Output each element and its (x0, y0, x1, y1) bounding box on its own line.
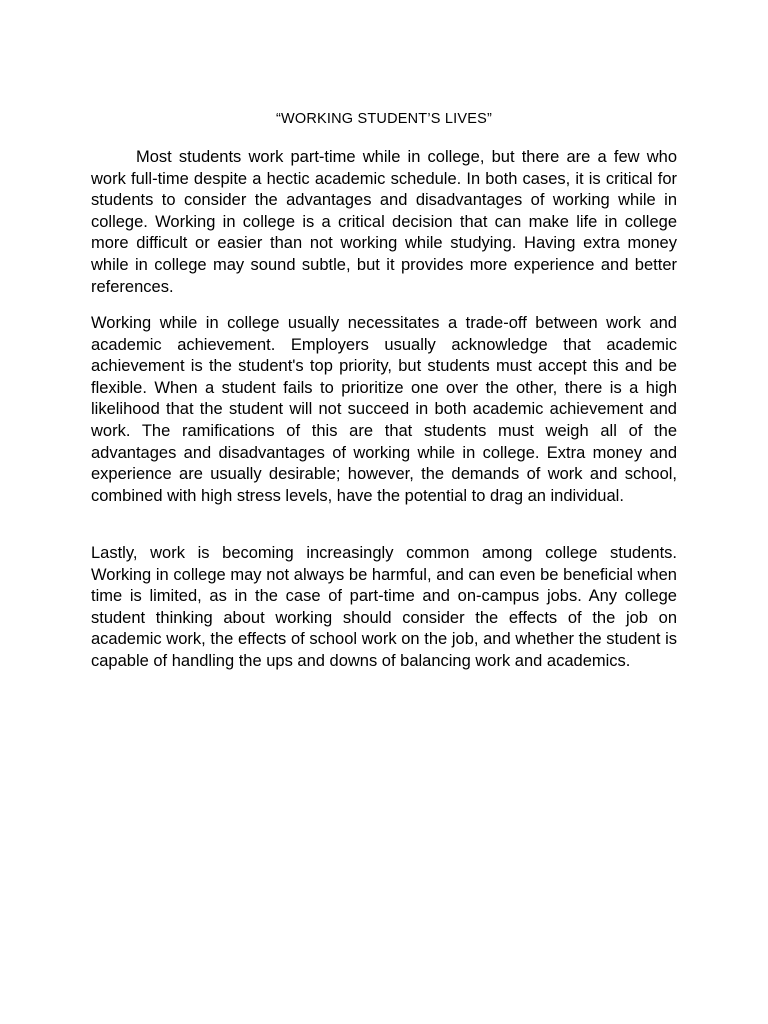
paragraph-3: Lastly, work is becoming increasingly common among college students. Working in college may not always be harmful, and can even be beneficial when time is limited, as in the case of part-time and on-campus jobs. Any college student thinking about working should consider the effects of the job on academic work, the effects of school work on the job, and whether the student is capable of handling the ups and downs of balancing work and academics. (91, 544, 677, 670)
document-title: “WORKING STUDENT’S LIVES” (275, 111, 493, 127)
paragraph-1: Most students work part-time while in college, but there are a few who work full-time despite a hectic academic schedule. In both cases, it is critical for students to consider the advantages and disadvantages of working while in college. Working in college is a critical decision that can make life in college more difficult or easier than not working while studying. Having extra money while in college may sound subtle, but it provides more experience and better references. (91, 148, 677, 296)
paragraph-2: Working while in college usually necessitates a trade-off between work and academic achievement. Employers usually acknowledge that academic achievement is the student's top priority, but students must accept this and be flexible. When a student fails to prioritize one over the other, there is a high likelihood that the student will not succeed in both academic achievement and work. The ramifications of this are that students must weigh all of the advantages and disadvantages of working while in college. Extra money and experience are usually desirable; however, the demands of work and school, combined with high stress levels, have the potential to drag an individual. (91, 314, 677, 505)
